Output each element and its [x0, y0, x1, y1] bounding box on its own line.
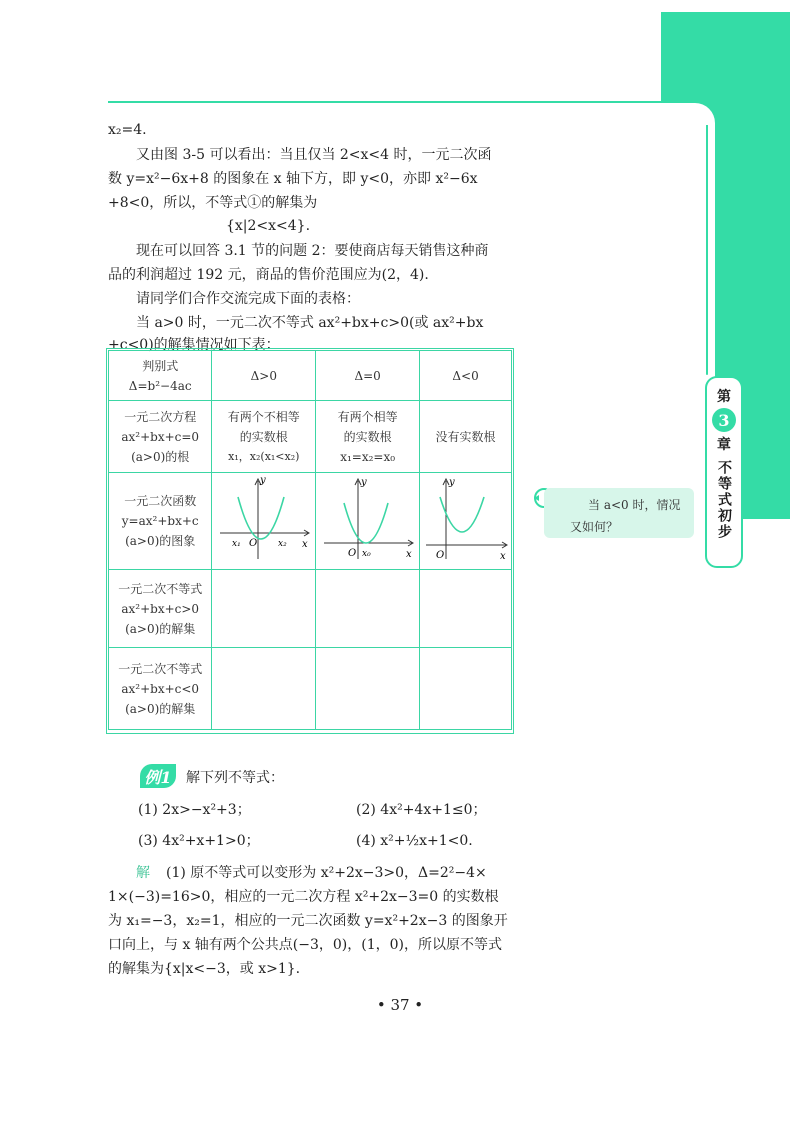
cell-text: x₁=x₂=x₀	[340, 449, 396, 464]
cell-text: 一元二次不等式	[118, 661, 203, 676]
y-label: y	[448, 477, 455, 488]
cell-text: 一元二次不等式	[118, 581, 203, 596]
graph-double-root	[320, 473, 416, 563]
cell-text: 有两个相等	[337, 409, 398, 424]
cell-text: Δ=b²−4ac	[128, 378, 192, 393]
root2-label: x₂	[277, 539, 287, 549]
solution-line: 为 x₁=−3，x₂=1，相应的一元二次函数 y=x²+2x−3 的图象开	[108, 913, 508, 929]
panel-edge	[706, 125, 708, 375]
side-note	[544, 488, 694, 538]
cell-text: ax²+bx+c>0	[121, 601, 200, 616]
text-line: x₂=4.	[108, 122, 147, 138]
table-cell	[316, 401, 420, 473]
table-row	[109, 473, 512, 570]
table-cell[interactable]	[316, 570, 420, 648]
parabola-curve	[344, 503, 388, 543]
cell-text: 判别式	[142, 358, 179, 373]
cell-text: (a>0)的图象	[125, 534, 196, 548]
example-question: (2) 4x²+4x+1≤0；	[356, 802, 487, 818]
table-cell: 没有实数根	[420, 401, 512, 473]
y-label: y	[259, 475, 266, 486]
cell-text: (a>0)的解集	[125, 621, 196, 636]
origin-label: O	[248, 538, 257, 549]
text-line: 数 y=x²−6x+8 的图象在 x 轴下方，即 y<0，亦即 x²−6x	[108, 171, 478, 187]
root-label: x₀	[361, 549, 371, 559]
origin-label: O	[347, 548, 356, 559]
text-line: 品的利润超过 192 元，商品的售价范围应为(2，4).	[108, 267, 429, 283]
text-line: +c<0)的解集情况如下表：	[108, 337, 280, 353]
text-line: 又由图 3-5 可以看出：当且仅当 2<x<4 时，一元二次函	[136, 147, 492, 163]
table-row	[109, 648, 512, 730]
solution-label: 解	[136, 865, 150, 881]
page-panel	[580, 103, 715, 533]
table-cell[interactable]	[420, 648, 512, 730]
table-cell	[109, 473, 212, 570]
graph-two-roots	[216, 473, 312, 563]
solution-line: 1×(−3)=16>0，相应的一元二次方程 x²+2x−3=0 的实数根	[108, 889, 499, 905]
table-header-row	[109, 351, 512, 401]
example-badge: 例1	[140, 764, 176, 788]
solution-line: (1) 原不等式可以变形为 x²+2x−3>0，Δ=2²−4×	[166, 865, 487, 881]
inequality-table	[108, 350, 512, 730]
cell-text: y=ax²+bx+c	[121, 514, 199, 528]
table-cell: Δ<0	[420, 351, 512, 401]
text-line: 当 a>0 时，一元二次不等式 ax²+bx+c>0(或 ax²+bx	[136, 315, 484, 331]
table-cell[interactable]	[212, 648, 316, 730]
cell-text: 一元二次方程	[124, 409, 197, 424]
example-title: 解下列不等式：	[186, 770, 284, 786]
table-cell	[109, 401, 212, 473]
cell-text: (a>0)的根	[131, 449, 190, 464]
header-rule	[108, 101, 708, 103]
example-question: (4) x²+½x+1<0.	[356, 833, 473, 849]
chapter-prefix: 第	[717, 389, 731, 405]
example-question: (1) 2x>−x²+3；	[138, 802, 251, 818]
chapter-title: 不等式初步	[716, 460, 732, 540]
chapter-number: 3	[712, 408, 736, 432]
graph-no-roots	[422, 473, 510, 563]
cell-text: ax²+bx+c<0	[121, 681, 200, 696]
solution-set: {x|2<x<4}.	[225, 218, 311, 234]
table-cell: Δ>0	[212, 351, 316, 401]
table-cell	[212, 401, 316, 473]
text-line: 请同学们合作交流完成下面的表格：	[136, 291, 360, 307]
table-row	[109, 401, 512, 473]
cell-text: 的实数根	[343, 429, 392, 444]
solution-line: 口向上，与 x 轴有两个公共点(−3，0)，(1，0)，所以原不等式	[108, 937, 503, 953]
y-label: y	[360, 477, 367, 488]
side-note-line1: 当 a<0 时，情况	[588, 498, 681, 512]
text-line: 现在可以回答 3.1 节的问题 2：要使商店每天销售这种商	[136, 243, 489, 259]
origin-label: O	[435, 550, 444, 561]
example-question: (3) 4x²+x+1>0；	[138, 833, 260, 849]
cell-text: 一元二次函数	[124, 494, 197, 508]
solution-line: 的解集为{x|x<−3，或 x>1}.	[108, 961, 301, 977]
side-note-line2: 又如何？	[570, 520, 619, 534]
parabola-curve	[440, 497, 484, 532]
table-cell	[316, 473, 420, 570]
x-label: x	[405, 549, 412, 560]
page-number: • 37 •	[376, 996, 424, 1014]
table-cell: Δ=0	[316, 351, 420, 401]
chapter-suffix: 章	[717, 437, 731, 453]
table-cell	[109, 648, 212, 730]
cell-text: ax²+bx+c=0	[121, 429, 200, 444]
table-cell[interactable]	[316, 648, 420, 730]
text-line: +8<0，所以，不等式①的解集为	[108, 195, 318, 211]
table-cell[interactable]	[420, 570, 512, 648]
table-cell	[420, 473, 512, 570]
table-cell[interactable]	[212, 570, 316, 648]
table-cell	[109, 570, 212, 648]
root1-label: x₁	[231, 539, 241, 549]
table-cell	[212, 473, 316, 570]
cell-text: 的实数根	[239, 429, 288, 444]
cell-text: 有两个不相等	[227, 409, 300, 424]
chapter-tab	[705, 376, 743, 568]
cell-text: (a>0)的解集	[125, 701, 196, 716]
x-label: x	[499, 551, 506, 562]
cell-text: x₁，x₂(x₁<x₂)	[228, 449, 300, 463]
x-label: x	[301, 539, 308, 550]
table-cell	[109, 351, 212, 401]
table-row	[109, 570, 512, 648]
